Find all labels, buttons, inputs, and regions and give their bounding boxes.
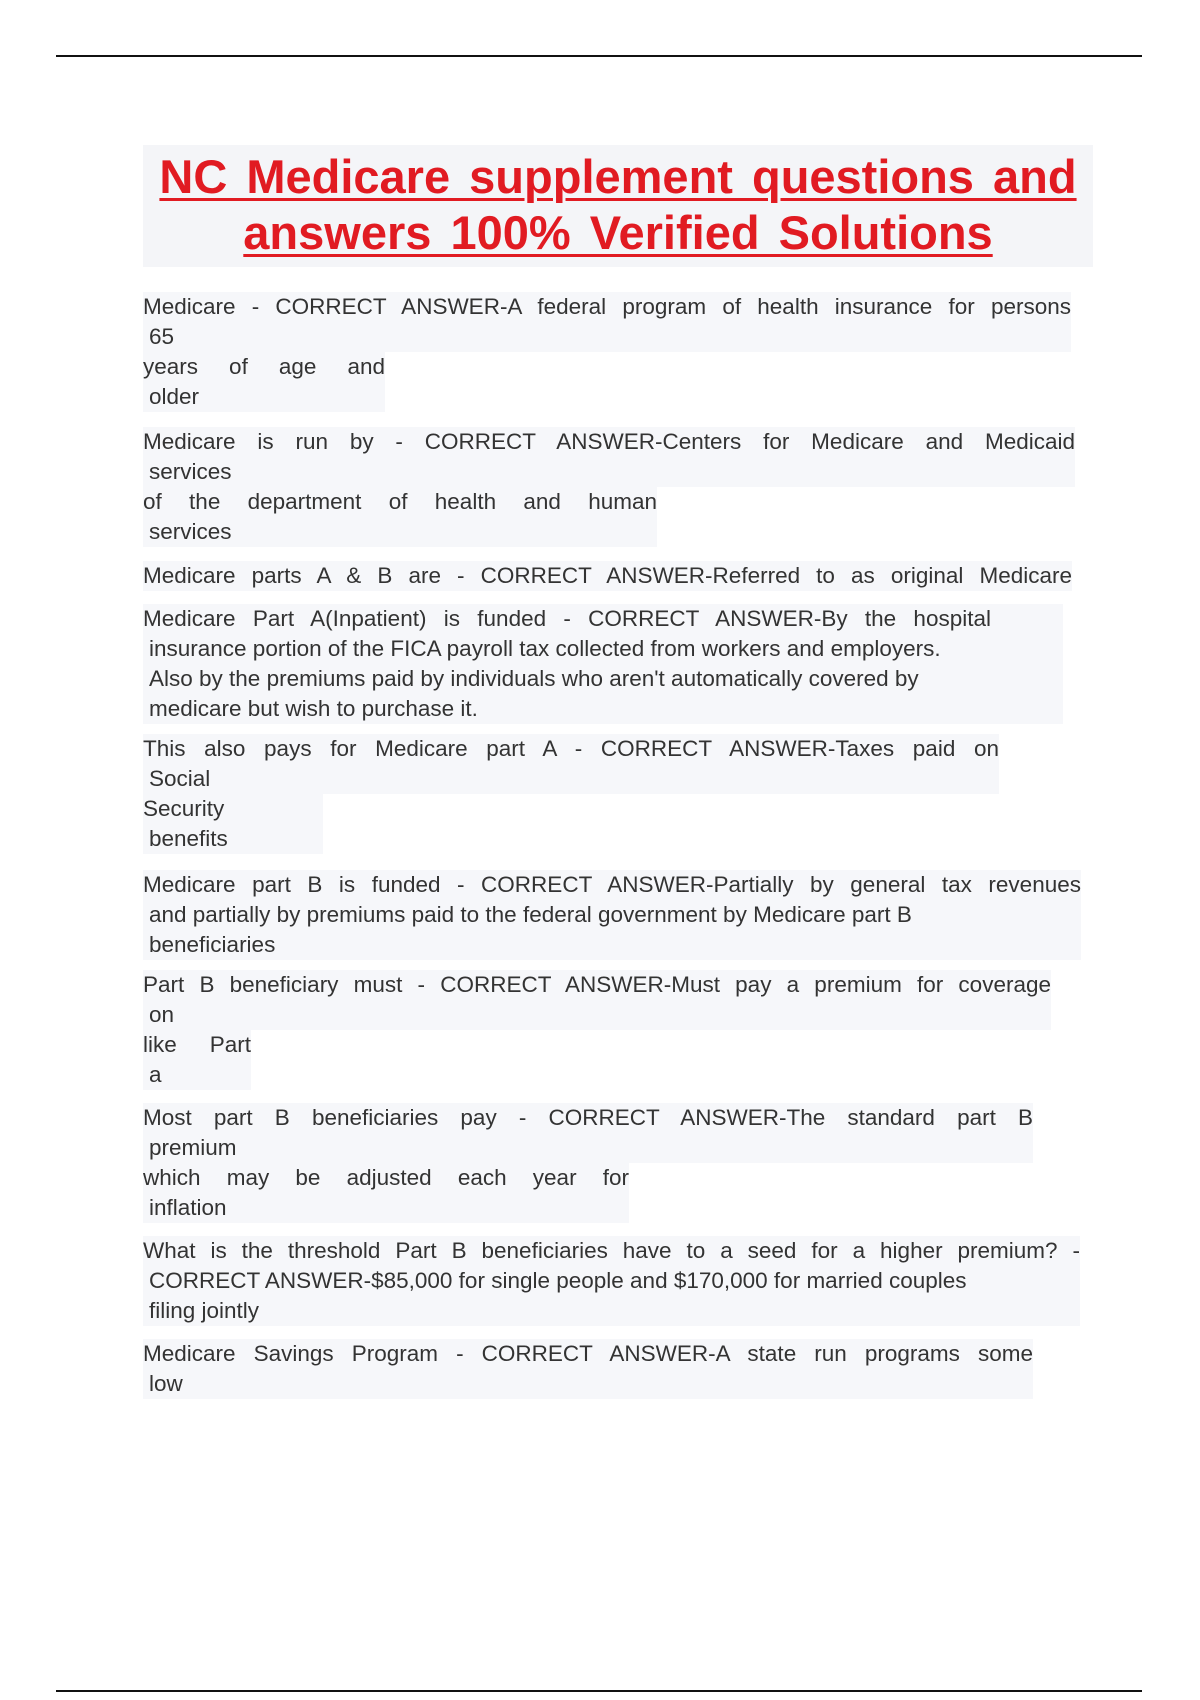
qa-line: What is the threshold Part B beneficiaries have to a seed for a higher premium? - [143, 1238, 1080, 1263]
qa-line: Most part B beneficiaries pay - CORRECT ANSWER-The standard part B [143, 1105, 1033, 1130]
qa-line: services [149, 519, 232, 544]
qa-item-9 [143, 1236, 1080, 1326]
qa-line: beneficiaries [149, 932, 276, 957]
qa-line: years of age and [143, 354, 385, 379]
title-line-1: NC Medicare supplement questions and [159, 150, 1077, 203]
qa-item-2 [143, 427, 1075, 547]
bottom-rule [56, 1690, 1142, 1692]
qa-item-4 [143, 604, 1063, 724]
qa-item-8 [143, 1103, 1033, 1223]
top-rule [56, 55, 1142, 57]
qa-line: of the department of health and human [143, 489, 657, 514]
qa-line: older [149, 384, 200, 409]
qa-line: Medicare is run by - CORRECT ANSWER-Centers for Medicare and Medicaid [143, 429, 1075, 454]
qa-line: insurance portion of the FICA payroll tax collected from workers and employers. [149, 636, 941, 661]
qa-line: Medicare part B is funded - CORRECT ANSWER-Partially by general tax revenues [143, 872, 1081, 897]
qa-item-1 [143, 292, 1071, 412]
qa-line: benefits [149, 826, 228, 851]
qa-item-3 [143, 561, 1072, 591]
qa-line: 65 [149, 324, 175, 349]
qa-line: filing jointly [149, 1298, 260, 1323]
qa-line: Security [143, 796, 225, 821]
qa-item-5 [143, 734, 999, 854]
qa-line: medicare but wish to purchase it. [149, 696, 478, 721]
qa-line: Medicare parts A & B are - CORRECT ANSWER-Referred to as original Medicare [143, 563, 1072, 588]
qa-line: on [149, 1002, 175, 1027]
qa-line: Medicare - CORRECT ANSWER-A federal program of health insurance for persons [143, 294, 1071, 319]
qa-line: inflation [149, 1195, 227, 1220]
qa-item-7 [143, 970, 1051, 1090]
qa-line: and partially by premiums paid to the federal government by Medicare part B [149, 902, 912, 927]
qa-line: This also pays for Medicare part A - CORRECT ANSWER-Taxes paid on [143, 736, 999, 761]
document-title [143, 145, 1093, 267]
title-line-2: answers 100% Verified Solutions [243, 206, 993, 259]
qa-item-6 [143, 870, 1081, 960]
qa-line: Medicare Part A(Inpatient) is funded - CORRECT ANSWER-By the hospital [143, 606, 991, 631]
qa-line: which may be adjusted each year for [143, 1165, 629, 1190]
qa-line: a [149, 1062, 162, 1087]
qa-line: Also by the premiums paid by individuals who aren't automatically covered by [149, 666, 919, 691]
qa-line: services [149, 459, 232, 484]
qa-line: Medicare Savings Program - CORRECT ANSWER-A state run programs some [143, 1341, 1033, 1366]
qa-line: like Part [143, 1032, 251, 1057]
qa-line: premium [149, 1135, 237, 1160]
qa-line: Social [149, 766, 211, 791]
qa-line: low [149, 1371, 183, 1396]
qa-line: CORRECT ANSWER-$85,000 for single people and $170,000 for married couples [149, 1268, 967, 1293]
qa-item-10 [143, 1339, 1033, 1399]
qa-line: Part B beneficiary must - CORRECT ANSWER-Must pay a premium for coverage [143, 972, 1051, 997]
